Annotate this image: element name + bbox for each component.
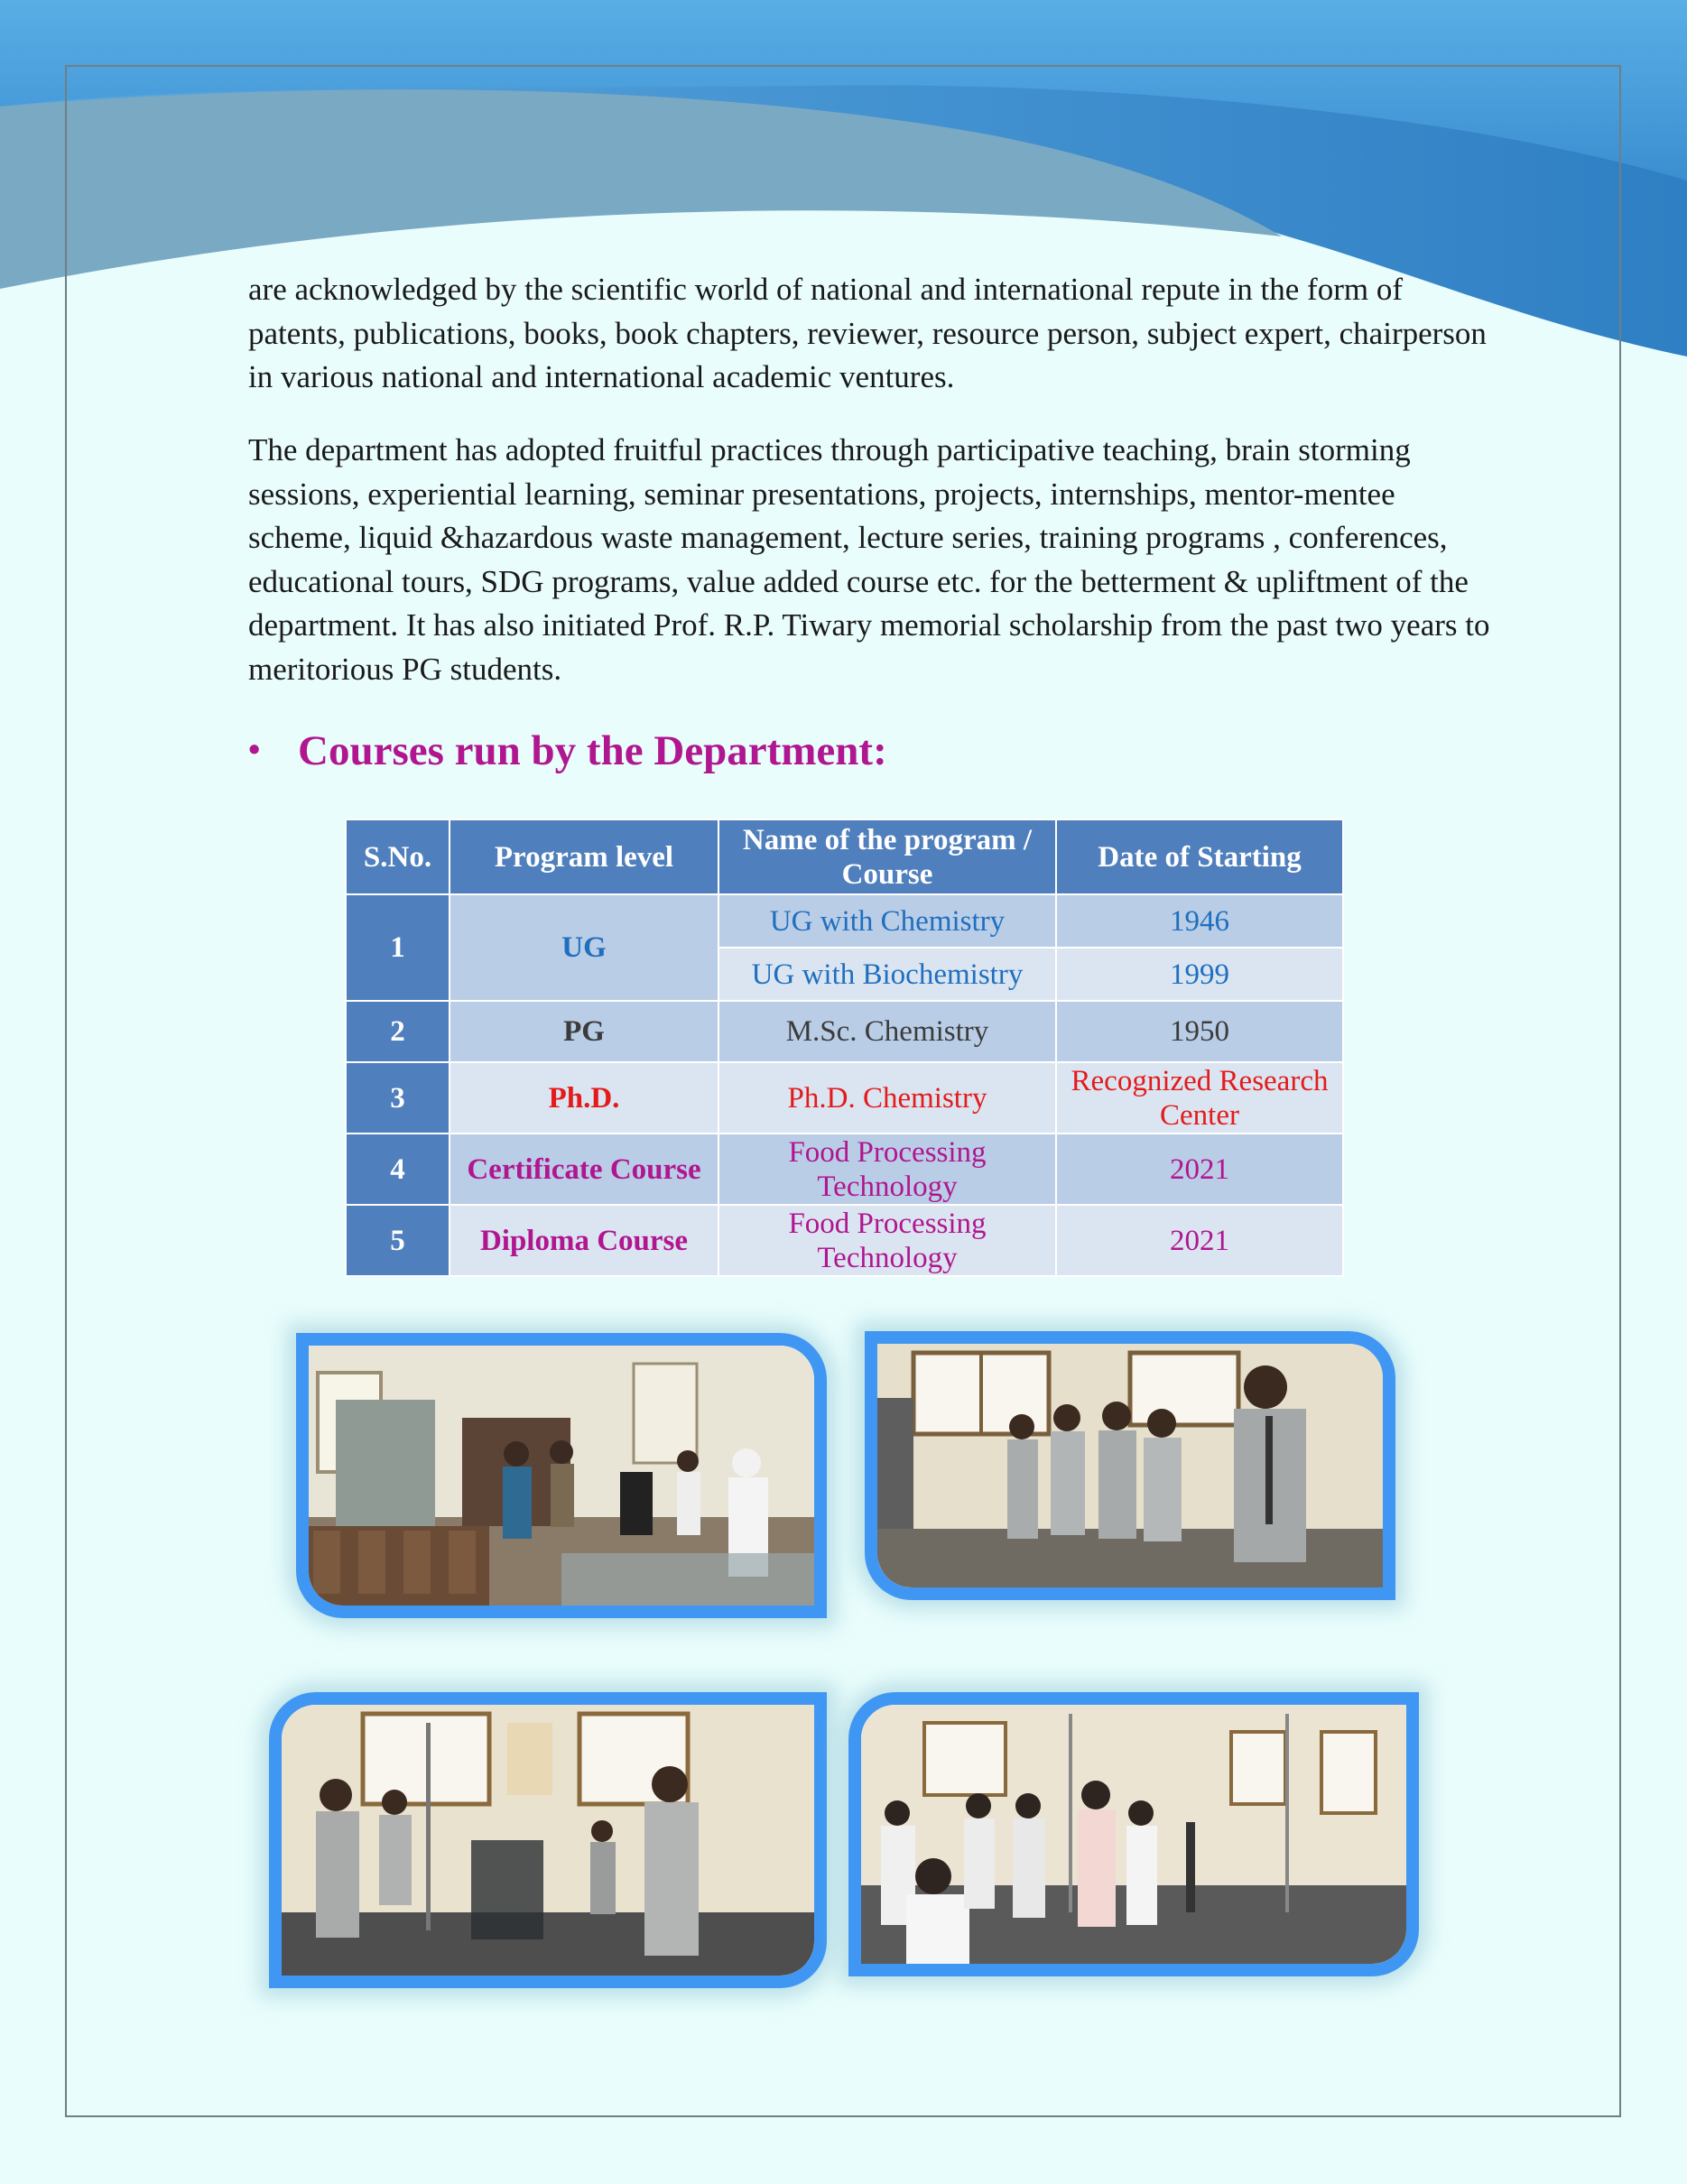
lab-photo-students-uniform bbox=[865, 1331, 1395, 1600]
table-row bbox=[346, 894, 1343, 948]
cell-program-level: Certificate Course bbox=[450, 1134, 718, 1205]
cell-date: 2021 bbox=[1056, 1205, 1343, 1276]
header-program-level: Program level bbox=[450, 819, 718, 894]
cell-program-name: Food Processing Technology bbox=[718, 1205, 1056, 1276]
cell-sno: 5 bbox=[346, 1205, 450, 1276]
cell-program-level: UG bbox=[450, 894, 718, 1001]
courses-heading-text: Courses run by the Department: bbox=[298, 727, 887, 774]
courses-heading bbox=[248, 726, 887, 775]
cell-sno: 4 bbox=[346, 1134, 450, 1205]
cell-date: 1950 bbox=[1056, 1001, 1343, 1062]
lab-photo-students-benches bbox=[269, 1692, 827, 1988]
cell-program-level: Ph.D. bbox=[450, 1062, 718, 1134]
cell-date: 1946 bbox=[1056, 894, 1343, 948]
table-row bbox=[346, 1205, 1343, 1276]
practices-paragraph: The department has adopted fruitful practices through participative teaching, brain storming sessions, experiential learning, seminar presentations, projects, internships, mentor-mentee scheme, liquid &hazardous waste management, lecture series, training programs , conferences, educational tours, SDG programs, value added course etc. for the betterment & upliftment of the department. It has also initiated Prof. R.P. Tiwary memorial scholarship from the past two years to meritorious PG students. bbox=[248, 432, 1490, 687]
cell-program-name: Food Processing Technology bbox=[718, 1134, 1056, 1205]
table-row bbox=[346, 1001, 1343, 1062]
cell-program-name: M.Sc. Chemistry bbox=[718, 1001, 1056, 1062]
cell-program-name: UG with Chemistry bbox=[718, 894, 1056, 948]
cell-program-name: Ph.D. Chemistry bbox=[718, 1062, 1056, 1134]
table-row bbox=[346, 1062, 1343, 1134]
courses-table bbox=[345, 819, 1344, 1277]
table-header-row bbox=[346, 819, 1343, 894]
header-sno: S.No. bbox=[346, 819, 450, 894]
table-row bbox=[346, 1134, 1343, 1205]
intro-paragraph: are acknowledged by the scientific world of national and international repute in the form of patents, publications, books, book chapters, reviewer, resource person, subject expert, chairperson in various national and international academic ventures. bbox=[248, 272, 1487, 394]
cell-sno: 2 bbox=[346, 1001, 450, 1062]
header-program-name: Name of the program / Course bbox=[718, 819, 1056, 894]
bullet-icon: • bbox=[248, 731, 261, 769]
cell-date: 1999 bbox=[1056, 948, 1343, 1001]
cell-program-name: UG with Biochemistry bbox=[718, 948, 1056, 1001]
lab-photo-lab-coats bbox=[848, 1692, 1419, 1976]
lab-photo-teacher-session bbox=[296, 1333, 827, 1618]
cell-program-level: PG bbox=[450, 1001, 718, 1062]
cell-sno: 1 bbox=[346, 894, 450, 1001]
cell-sno: 3 bbox=[346, 1062, 450, 1134]
cell-date: 2021 bbox=[1056, 1134, 1343, 1205]
cell-date: Recognized Research Center bbox=[1056, 1062, 1343, 1134]
header-date-of-starting: Date of Starting bbox=[1056, 819, 1343, 894]
cell-program-level: Diploma Course bbox=[450, 1205, 718, 1276]
